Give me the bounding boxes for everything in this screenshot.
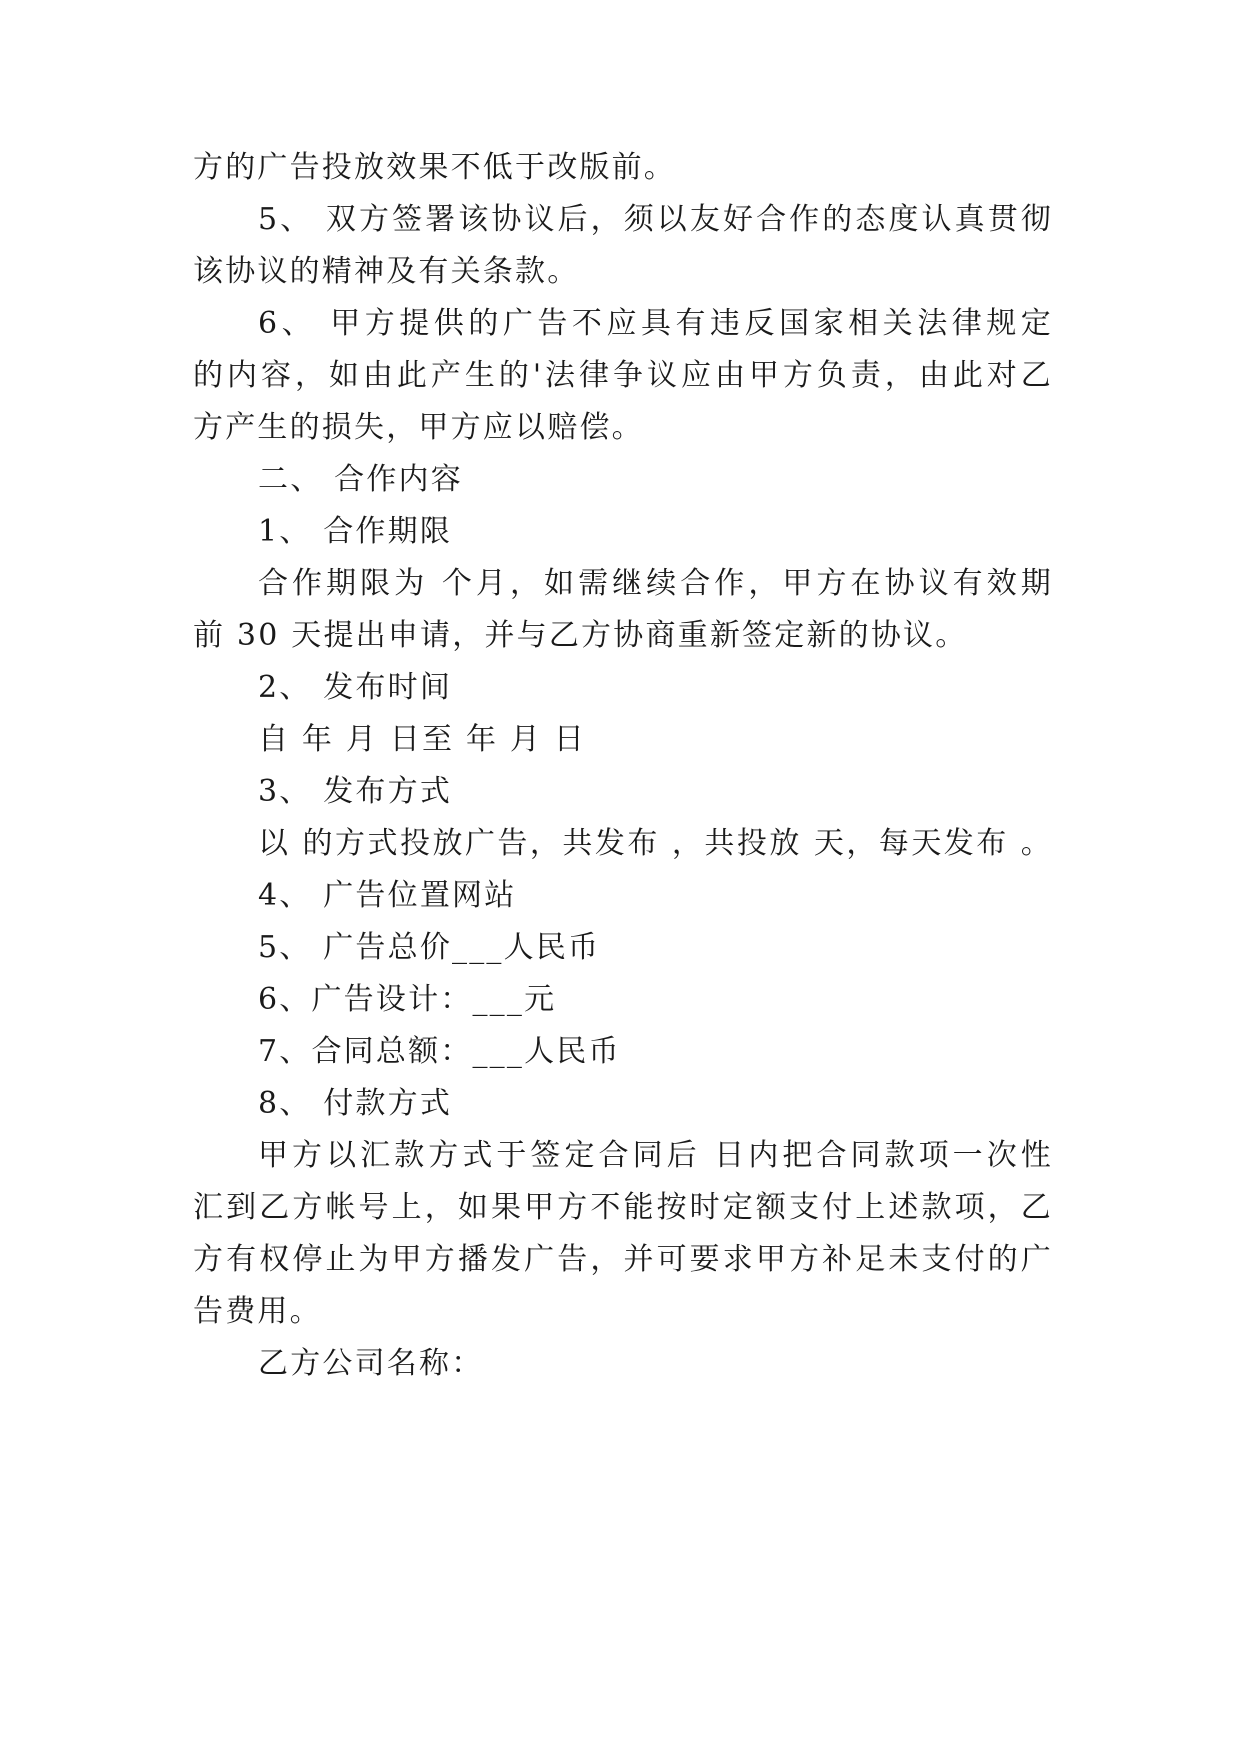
item-heading: 6、广告设计：___元 [258,982,557,1017]
item-heading: 1、 合作期限 [258,514,453,549]
paragraph-line: 前 30 天提出申请，并与乙方协商重新签定新的协议。 [193,618,968,653]
paragraph-line: 甲方以汇款方式于签定合同后 日内把合同款项一次性 [258,1138,1053,1173]
clause-5-line: 5、 双方签署该协议后，须以友好合作的态度认真贯彻 [258,202,1053,237]
item-heading: 3、 发布方式 [258,774,453,809]
paragraph-line: 该协议的精神及有关条款。 [193,254,580,289]
item-heading: 2、 发布时间 [258,670,453,705]
signature-label: 乙方公司名称： [258,1346,484,1381]
paragraph-line: 合作期限为 个月，如需继续合作，甲方在协议有效期 [258,566,1053,601]
paragraph-line: 告费用。 [193,1294,322,1329]
paragraph-line: 方的广告投放效果不低于改版前。 [193,150,676,185]
item-heading: 7、合同总额：___人民币 [258,1034,621,1069]
paragraph-line: 以 的方式投放广告，共发布 ，共投放 天，每天发布 。 [258,826,1053,861]
section-heading: 二、 合作内容 [258,462,463,497]
item-heading: 4、 广告位置网站 [258,878,517,913]
paragraph-line: 方有权停止为甲方播发广告，并可要求甲方补足未支付的广 [193,1242,1053,1277]
date-line: 自 年 月 日至 年 月 日 [258,722,587,757]
item-heading: 5、 广告总价___人民币 [258,930,601,965]
paragraph-line: 汇到乙方帐号上，如果甲方不能按时定额支付上述款项，乙 [193,1190,1053,1225]
paragraph-line: 的内容，如由此产生的'法律争议应由甲方负责，由此对乙 [193,358,1053,393]
clause-6-line: 6、 甲方提供的广告不应具有违反国家相关法律规定 [258,306,1053,341]
item-heading: 8、 付款方式 [258,1086,453,1121]
paragraph-line: 方产生的损失，甲方应以赔偿。 [193,410,644,445]
